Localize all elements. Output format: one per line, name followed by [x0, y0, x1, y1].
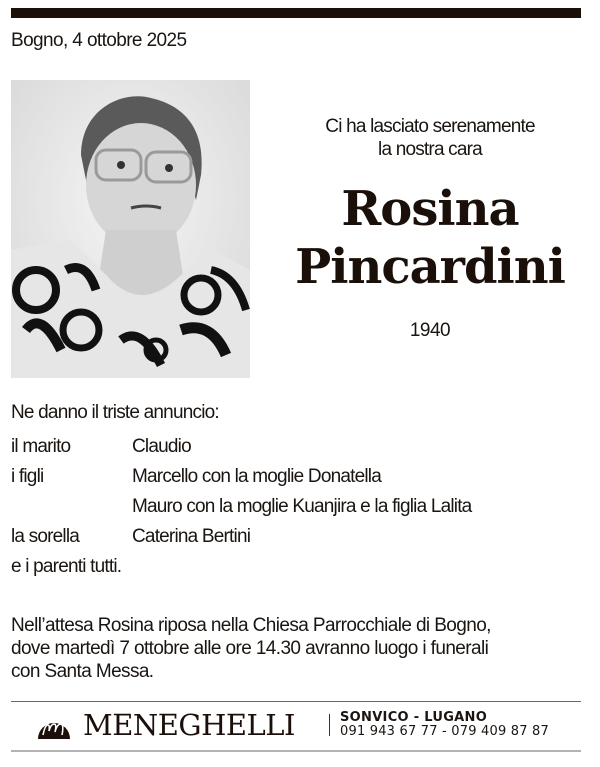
footer-separator — [329, 714, 330, 736]
top-rule — [11, 8, 581, 18]
mourner-name: Mauro con la moglie Kuanjira e la figlia Lalita — [132, 496, 472, 517]
portrait-image — [11, 80, 250, 378]
notice-line-3: con Santa Messa. — [11, 661, 154, 682]
intro-line-2: la nostra cara — [378, 139, 482, 160]
notice-line-1: Nell’attesa Rosina riposa nella Chiesa Parrocchiale di Bogno, — [11, 615, 491, 636]
deceased-first-name: Rosina — [341, 181, 519, 237]
mourner-name: Claudio — [132, 436, 191, 457]
mourner-relation: il marito — [11, 436, 71, 457]
birth-year: 1940 — [409, 320, 451, 341]
funeral-notice — [11, 614, 551, 683]
m-monogram-icon — [37, 713, 71, 739]
footer-bottom-rule — [11, 750, 581, 752]
funeral-home-phones: 091 943 67 77 - 079 409 87 87 — [340, 724, 549, 739]
deceased-last-name: Pincardini — [295, 239, 565, 295]
mourner-relation: e i parenti tutti. — [11, 556, 122, 577]
funeral-home-location: SONVICO - LUGANO — [340, 710, 488, 725]
mourner-relation: la sorella — [11, 526, 80, 547]
portrait-photo — [11, 80, 250, 378]
notice-line-2: dove martedì 7 ottobre alle ore 14.30 avranno luogo i funerali — [11, 638, 489, 659]
dateline: Bogno, 4 ottobre 2025 — [11, 30, 187, 51]
footer-top-rule — [11, 701, 581, 702]
mourner-name: Caterina Bertini — [132, 526, 251, 547]
funeral-home-brand: MENEGHELLI — [83, 708, 296, 742]
mourner-relation: i figli — [11, 466, 44, 487]
mourner-name: Marcello con la moglie Donatella — [132, 466, 381, 487]
mourners-heading: Ne danno il triste annuncio: — [11, 402, 219, 423]
intro-line-1: Ci ha lasciato serenamente — [325, 116, 535, 137]
